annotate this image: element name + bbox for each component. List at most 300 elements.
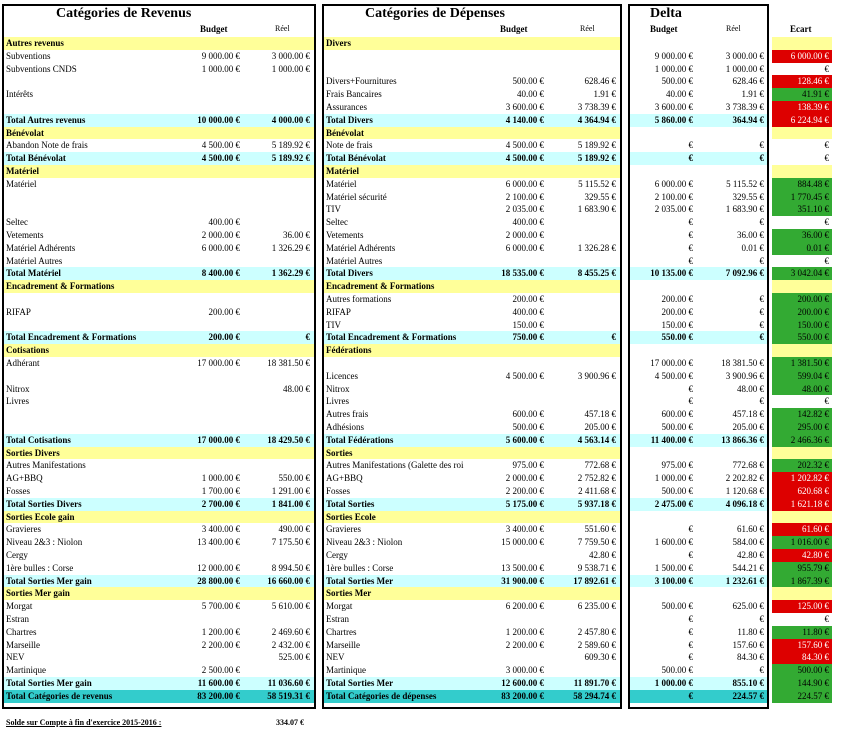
delta-budget: €	[688, 153, 693, 164]
ecart-value: 200.00 €	[772, 306, 832, 319]
depenses-budget: 83 200.00 €	[501, 690, 544, 701]
delta-reel: 3 000.00 €	[725, 50, 764, 61]
row-band	[772, 447, 832, 460]
revenus-reel: 18 381.50 €	[267, 358, 310, 368]
delta-reel: 329.55 €	[732, 191, 764, 202]
ecart-value: 42.80 €	[772, 549, 832, 562]
depenses-budget: 500.00 €	[512, 422, 544, 432]
revenus-budget	[170, 459, 240, 472]
delta-budget: 1 000.00 €	[654, 678, 693, 688]
depenses-budget: 2 200.00 €	[505, 639, 544, 650]
table-row	[0, 280, 850, 293]
delta-reel: 5 115.52 €	[726, 178, 764, 189]
table-row	[0, 331, 850, 344]
revenus-budget	[170, 421, 240, 434]
delta-budget: 1 000.00 €	[654, 473, 693, 484]
depenses-budget: 500.00 €	[512, 76, 544, 87]
delta-budget: 2 475.00 €	[654, 498, 693, 509]
revenus-label: Autres Manifestations	[6, 460, 86, 471]
revenus-label: Seltec	[6, 217, 28, 228]
revenus-reel: 5 610.00 €	[271, 601, 310, 612]
delta-reel: 42.80 €	[737, 550, 764, 560]
delta-reel: 84.30 €	[737, 652, 764, 663]
table-row	[0, 395, 850, 408]
depenses-label: Bénévolat	[326, 127, 364, 138]
delta-budget: 3 600.00 €	[654, 102, 693, 112]
depenses-reel: 2 752.82 €	[577, 473, 616, 484]
depenses-label	[326, 50, 486, 63]
delta-budget: €	[688, 550, 693, 560]
depenses-budget: 31 900.00 €	[501, 575, 544, 586]
revenus-label: NEV	[6, 652, 25, 663]
revenus-reel	[242, 421, 310, 434]
depenses-label: Total Bénévolat	[326, 153, 386, 164]
row-band	[772, 127, 832, 140]
row-band	[772, 280, 832, 293]
revenus-reel	[242, 549, 310, 562]
revenus-reel: 7 175.50 €	[271, 537, 310, 548]
ecart-value: 295.00 €	[772, 421, 832, 434]
depenses-label: 1ère bulles : Corse	[326, 562, 394, 573]
depenses-budget: 3 600.00 €	[505, 102, 544, 112]
depenses-reel: 4 364.94 €	[577, 114, 616, 125]
depenses-reel	[546, 383, 616, 396]
table-row	[0, 626, 850, 639]
ecart-value: 36.00 €	[772, 229, 832, 242]
ecart-value: 0.01 €	[772, 242, 832, 255]
revenus-budget	[170, 383, 240, 396]
delta-reel: 625.00 €	[732, 601, 764, 612]
revenus-label: Sorties Ecole gain	[6, 511, 75, 522]
revenus-budget: 12 000.00 €	[197, 562, 240, 573]
table-row	[0, 408, 850, 421]
revenus-label: Total Sorties Mer gain	[6, 575, 92, 586]
revenus-label: Morgat	[6, 601, 33, 612]
depenses-label: NEV	[326, 652, 345, 663]
revenus-reel: 1 362.29 €	[271, 268, 310, 279]
delta-budget: 3 100.00 €	[654, 575, 693, 586]
depenses-reel: 457.18 €	[584, 409, 616, 420]
revenus-budget: 9 000.00 €	[201, 50, 240, 61]
revenus-reel: 1 291.00 €	[271, 486, 310, 496]
depenses-budget	[470, 63, 544, 76]
solde-value: 334.07 €	[276, 718, 304, 727]
ecart-value: 620.68 €	[772, 485, 832, 498]
depenses-budget: 12 600.00 €	[501, 678, 544, 688]
depenses-budget	[470, 50, 544, 63]
delta-reel: €	[759, 294, 764, 304]
revenus-budget: 28 800.00 €	[197, 575, 240, 586]
revenus-reel	[242, 75, 310, 88]
table-row	[0, 344, 850, 357]
table-row	[0, 600, 850, 613]
depenses-label: Autres frais	[326, 409, 369, 420]
depenses-reel: 329.55 €	[584, 191, 616, 202]
delta-reel: €	[759, 140, 764, 151]
row-band	[772, 165, 832, 178]
delta-budget: 2 035.00 €	[654, 204, 693, 215]
depenses-reel-header: Réel	[580, 24, 595, 33]
depenses-budget: 15 000.00 €	[501, 537, 544, 548]
depenses-label: Fosses	[326, 486, 351, 496]
revenus-budget	[170, 319, 240, 332]
revenus-label: Marseille	[6, 639, 40, 650]
revenus-reel	[242, 88, 310, 101]
table-row	[0, 651, 850, 664]
delta-budget: €	[688, 255, 693, 266]
depenses-budget	[470, 613, 544, 626]
revenus-label: Total Catégories de revenus	[6, 690, 113, 701]
depenses-reel: 5 189.92 €	[577, 153, 616, 164]
table-row	[0, 306, 850, 319]
delta-reel: 364.94 €	[732, 114, 764, 125]
depenses-budget: 18 535.00 €	[501, 268, 544, 279]
delta-reel: 855.10 €	[732, 678, 764, 688]
ecart-value: 41.91 €	[772, 88, 832, 101]
delta-budget: 500.00 €	[661, 422, 693, 432]
depenses-label	[326, 63, 486, 76]
depenses-budget: 150.00 €	[512, 319, 544, 330]
ecart-value: 138.39 €	[772, 101, 832, 114]
table-row	[0, 203, 850, 216]
revenus-reel: 18 429.50 €	[267, 434, 310, 445]
revenus-label: Matériel	[6, 178, 37, 189]
delta-reel: 584.00 €	[732, 537, 764, 548]
table-row	[0, 37, 850, 50]
table-row	[0, 178, 850, 191]
table-row	[0, 498, 850, 511]
delta-reel: €	[759, 255, 764, 266]
revenus-reel-header: Réel	[275, 24, 290, 33]
depenses-reel: 2 457.80 €	[577, 626, 616, 637]
depenses-budget	[470, 357, 544, 370]
revenus-budget	[170, 191, 240, 204]
revenus-budget: 4 500.00 €	[201, 153, 240, 164]
revenus-label: Autres revenus	[6, 38, 64, 48]
depenses-label: Matériel	[326, 178, 357, 189]
revenus-label: Total Autres revenus	[6, 114, 86, 125]
revenus-budget	[170, 370, 240, 383]
depenses-label: Total Sorties Mer	[326, 575, 394, 586]
depenses-label: Vetements	[326, 230, 364, 240]
ecart-value: 150.00 €	[772, 319, 832, 332]
revenus-budget: 83 200.00 €	[197, 690, 240, 701]
ecart-value: 144.90 €	[772, 677, 832, 690]
ecart-value: 1 621.18 €	[772, 498, 832, 511]
depenses-reel	[546, 319, 616, 332]
row-band	[772, 37, 832, 50]
delta-budget: 5 860.00 €	[654, 114, 693, 125]
revenus-reel	[242, 664, 310, 677]
revenus-label: Matériel	[6, 166, 39, 176]
table-row	[0, 613, 850, 626]
depenses-label: Sorties Mer	[326, 588, 372, 599]
ecart-value: 142.82 €	[772, 408, 832, 421]
depenses-budget	[470, 549, 544, 562]
revenus-budget: 2 200.00 €	[201, 639, 240, 650]
depenses-reel: 551.60 €	[584, 524, 616, 535]
revenus-label: Total Sorties Mer gain	[6, 678, 92, 688]
depenses-label: AG+BBQ	[326, 473, 363, 484]
depenses-reel: 628.46 €	[584, 76, 616, 87]
depenses-label	[326, 357, 486, 370]
revenus-label: Niveau 2&3 : Niolon	[6, 537, 83, 548]
revenus-label: Matériel Autres	[6, 255, 63, 266]
ecart-value: 1 867.39 €	[772, 575, 832, 588]
revenus-reel: 2 469.60 €	[271, 626, 310, 637]
revenus-label: Estran	[6, 614, 29, 624]
revenus-label: Encadrement & Formations	[6, 281, 115, 292]
table-row	[0, 293, 850, 306]
ecart-value: €	[772, 139, 832, 152]
ecart-value: 6 224.94 €	[772, 114, 832, 127]
revenus-reel	[242, 101, 310, 114]
table-row	[0, 255, 850, 268]
delta-reel: 544.21 €	[732, 562, 764, 573]
revenus-budget	[170, 651, 240, 664]
ecart-header: Ecart	[790, 24, 812, 34]
delta-budget: 500.00 €	[661, 76, 693, 87]
depenses-label: Total Sorties Mer	[326, 678, 394, 688]
ecart-value: 202.32 €	[772, 459, 832, 472]
revenus-label: Total Encadrement & Formations	[6, 332, 137, 343]
delta-budget: 6 000.00 €	[654, 178, 693, 189]
revenus-budget-header: Budget	[200, 24, 228, 34]
delta-budget: 550.00 €	[661, 332, 693, 343]
revenus-budget: 10 000.00 €	[197, 114, 240, 125]
depenses-label: Niveau 2&3 : Niolon	[326, 537, 403, 548]
revenus-title: Catégories de Revenus	[56, 6, 192, 21]
revenus-reel	[242, 306, 310, 319]
ecart-value: 599.04 €	[772, 370, 832, 383]
delta-budget: €	[688, 652, 693, 663]
delta-budget: €	[688, 140, 693, 151]
depenses-reel: 6 235.00 €	[577, 601, 616, 612]
revenus-reel	[242, 203, 310, 216]
ecart-value: 48.00 €	[772, 383, 832, 396]
delta-reel: 4 096.18 €	[725, 498, 764, 509]
depenses-reel: 609.30 €	[584, 652, 616, 663]
revenus-reel: 11 036.60 €	[267, 678, 310, 688]
depenses-reel: 5 937.18 €	[577, 498, 616, 509]
delta-reel: 1 000.00 €	[725, 63, 764, 74]
delta-reel: 13 866.36 €	[721, 434, 764, 445]
revenus-reel: 58 519.31 €	[267, 690, 310, 701]
depenses-budget: 4 140.00 €	[505, 114, 544, 125]
delta-reel: 1 120.68 €	[725, 486, 764, 496]
delta-budget: 2 100.00 €	[654, 191, 693, 202]
revenus-reel	[242, 408, 310, 421]
ecart-value: €	[772, 395, 832, 408]
table-row	[0, 677, 850, 690]
depenses-budget: 400.00 €	[512, 306, 544, 317]
revenus-reel: 525.00 €	[278, 652, 310, 663]
revenus-label: Gravieres	[6, 524, 41, 535]
delta-budget: 40.00 €	[666, 89, 693, 100]
depenses-reel	[546, 63, 616, 76]
depenses-reel: 2 589.60 €	[577, 639, 616, 650]
delta-reel: 457.18 €	[732, 409, 764, 420]
depenses-label: Total Encadrement & Formations	[326, 332, 457, 343]
depenses-budget	[470, 395, 544, 408]
table-row	[0, 511, 850, 524]
depenses-budget: 40.00 €	[517, 89, 544, 100]
delta-reel: €	[759, 332, 764, 343]
revenus-budget: 1 000.00 €	[201, 473, 240, 484]
depenses-reel: 1.91 €	[593, 89, 616, 100]
ecart-value: 157.60 €	[772, 639, 832, 652]
revenus-label: Intérêts	[6, 89, 33, 100]
delta-reel: €	[759, 217, 764, 228]
depenses-reel: 7 759.50 €	[577, 537, 616, 548]
delta-budget: €	[688, 626, 693, 637]
depenses-label: RIFAP	[326, 306, 351, 317]
depenses-label: Cergy	[326, 550, 348, 560]
depenses-reel	[546, 357, 616, 370]
delta-reel: 3 900.96 €	[725, 370, 764, 381]
depenses-budget: 750.00 €	[512, 332, 544, 343]
delta-reel: €	[759, 153, 764, 164]
depenses-budget: 400.00 €	[512, 217, 544, 228]
revenus-label: Bénévolat	[6, 127, 44, 138]
delta-reel: 61.60 €	[737, 524, 764, 535]
ecart-value: 550.00 €	[772, 331, 832, 344]
ecart-value: €	[772, 255, 832, 268]
ecart-value: 11.80 €	[772, 626, 832, 639]
revenus-budget	[170, 549, 240, 562]
revenus-label: Adhérant	[6, 358, 40, 368]
depenses-label: Total Sorties	[326, 498, 375, 509]
delta-reel: 628.46 €	[732, 76, 764, 87]
delta-reel: €	[759, 306, 764, 317]
depenses-reel: 1 683.90 €	[577, 204, 616, 215]
table-row	[0, 229, 850, 242]
delta-budget: 1 600.00 €	[654, 537, 693, 548]
delta-reel: €	[759, 396, 764, 407]
depenses-label: Autres formations	[326, 294, 392, 304]
ecart-value: 6 000.00 €	[772, 50, 832, 63]
depenses-budget: 4 500.00 €	[505, 140, 544, 151]
depenses-budget: 6 200.00 €	[505, 601, 544, 612]
depenses-label: Morgat	[326, 601, 353, 612]
depenses-label: Chartres	[326, 626, 357, 637]
depenses-budget: 2 000.00 €	[505, 473, 544, 484]
revenus-label: Martinique	[6, 665, 46, 676]
revenus-label: Subventions	[6, 50, 51, 61]
revenus-label: Cergy	[6, 550, 28, 560]
revenus-reel	[242, 293, 310, 306]
delta-reel: 18 381.50 €	[721, 358, 764, 368]
depenses-label: TIV	[326, 204, 341, 215]
depenses-reel: 3 738.39 €	[577, 102, 616, 112]
table-row	[0, 267, 850, 280]
depenses-label: Divers+Fournitures	[326, 76, 397, 87]
table-row	[0, 549, 850, 562]
delta-title: Delta	[650, 6, 682, 21]
ecart-value: 2 466.36 €	[772, 434, 832, 447]
delta-reel: 772.68 €	[732, 460, 764, 471]
revenus-reel: 1 326.29 €	[271, 242, 310, 253]
depenses-label: Livres	[326, 396, 349, 407]
ecart-value: 3 042.04 €	[772, 267, 832, 280]
table-row	[0, 421, 850, 434]
depenses-label: Sorties	[326, 447, 353, 458]
depenses-label: Assurances	[326, 102, 367, 112]
table-row	[0, 472, 850, 485]
table-row	[0, 319, 850, 332]
delta-budget: 500.00 €	[661, 601, 693, 612]
table-row	[0, 639, 850, 652]
revenus-reel	[242, 459, 310, 472]
revenus-budget	[170, 101, 240, 114]
depenses-reel	[546, 613, 616, 626]
delta-reel: 0.01 €	[741, 242, 764, 253]
depenses-label: Encadrement & Formations	[326, 281, 435, 292]
ecart-value: 125.00 €	[772, 600, 832, 613]
table-row	[0, 101, 850, 114]
depenses-budget: 3 400.00 €	[505, 524, 544, 535]
delta-budget: 4 500.00 €	[654, 370, 693, 381]
delta-reel: 1 683.90 €	[725, 204, 764, 215]
delta-budget: 600.00 €	[661, 409, 693, 420]
depenses-reel	[546, 306, 616, 319]
depenses-label: TIV	[326, 319, 341, 330]
revenus-budget: 200.00 €	[208, 306, 240, 317]
ecart-value: 351.10 €	[772, 203, 832, 216]
delta-reel: 11.80 €	[737, 626, 764, 637]
delta-budget: €	[688, 639, 693, 650]
table-row	[0, 562, 850, 575]
depenses-budget: 1 200.00 €	[505, 626, 544, 637]
revenus-budget: 11 600.00 €	[197, 678, 240, 688]
depenses-label: Total Divers	[326, 114, 373, 125]
depenses-budget: 13 500.00 €	[501, 562, 544, 573]
row-band	[772, 587, 832, 600]
depenses-reel: 11 891.70 €	[573, 678, 616, 688]
row-band	[772, 344, 832, 357]
depenses-reel	[546, 395, 616, 408]
revenus-budget	[170, 203, 240, 216]
delta-budget: €	[688, 217, 693, 228]
revenus-reel: 5 189.92 €	[271, 140, 310, 151]
delta-reel: €	[759, 614, 764, 624]
table-row	[0, 63, 850, 76]
depenses-reel: 205.00 €	[584, 422, 616, 432]
revenus-budget: 6 000.00 €	[201, 242, 240, 253]
delta-budget: 500.00 €	[661, 486, 693, 496]
table-row	[0, 152, 850, 165]
revenus-reel: 2 432.00 €	[271, 639, 310, 650]
table-row	[0, 357, 850, 370]
table-row	[0, 242, 850, 255]
revenus-reel	[242, 319, 310, 332]
delta-budget: €	[688, 614, 693, 624]
revenus-budget: 5 700.00 €	[201, 601, 240, 612]
revenus-reel	[242, 178, 310, 191]
revenus-label: Sorties Divers	[6, 447, 60, 458]
delta-budget: 200.00 €	[661, 294, 693, 304]
depenses-budget: 5 600.00 €	[505, 434, 544, 445]
revenus-label: 1ère bulles : Corse	[6, 562, 74, 573]
revenus-label: AG+BBQ	[6, 473, 43, 484]
delta-budget: 9 000.00 €	[654, 50, 693, 61]
depenses-label: Matériel Autres	[326, 255, 383, 266]
revenus-reel: €	[305, 332, 310, 343]
revenus-label: Chartres	[6, 626, 37, 637]
revenus-label: Cotisations	[6, 345, 50, 356]
delta-budget: 1 500.00 €	[654, 562, 693, 573]
ecart-value: 84.30 €	[772, 651, 832, 664]
